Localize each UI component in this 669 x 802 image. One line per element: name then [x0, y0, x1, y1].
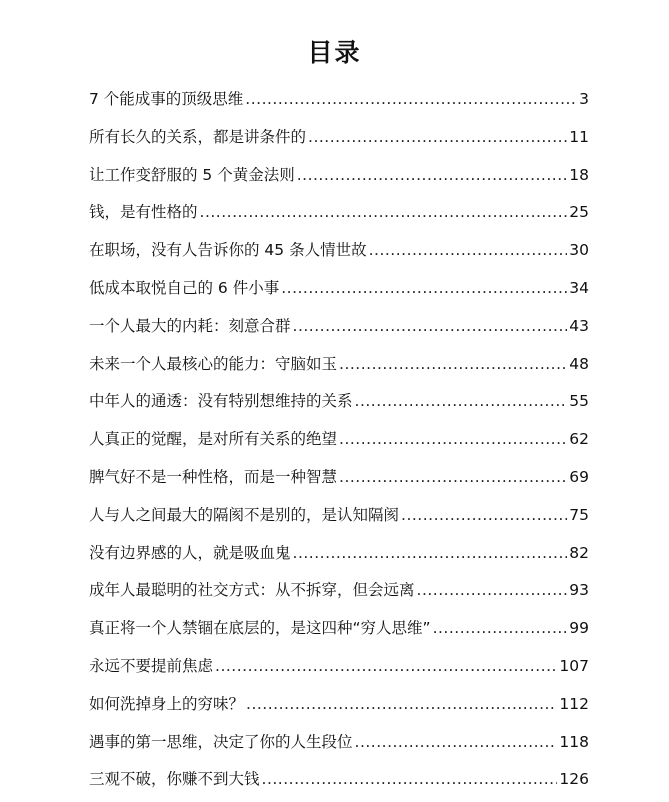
- dot-leader: [297, 160, 568, 190]
- toc-entry-page: 34: [569, 278, 589, 297]
- toc-entry-title: 低成本取悦自己的 6 件小事: [89, 278, 280, 297]
- dot-leader: [417, 575, 568, 605]
- dot-leader: [369, 235, 568, 265]
- toc-entry[interactable]: [89, 160, 589, 198]
- toc-entry-page: 75: [569, 505, 589, 524]
- toc-entry[interactable]: [89, 575, 589, 613]
- toc-entry-title: 真正将一个人禁锢在底层的，是这四种“穷人思维”: [89, 619, 431, 638]
- toc-entry-title: 人与人之间最大的隔阂不是别的，是认知隔阂: [89, 505, 400, 524]
- dot-leader: [433, 613, 568, 643]
- toc-entry[interactable]: [89, 651, 589, 689]
- toc-entry[interactable]: [89, 727, 589, 765]
- toc-entry-title: 让工作变舒服的 5 个黄金法则: [89, 165, 295, 184]
- dot-leader: [246, 689, 557, 719]
- dot-leader: [339, 462, 567, 492]
- toc-entry[interactable]: [89, 689, 589, 727]
- toc-entry-page: 126: [559, 770, 589, 789]
- toc-entry-page: 99: [569, 619, 589, 638]
- toc-entry-page: 112: [559, 694, 589, 713]
- toc-entry[interactable]: [89, 235, 589, 273]
- table-of-contents: [89, 84, 589, 802]
- toc-entry[interactable]: [89, 386, 589, 424]
- dot-leader: [355, 727, 558, 757]
- toc-entry-page: 93: [569, 581, 589, 600]
- toc-entry-title: 三观不破，你赚不到大钱: [89, 770, 260, 789]
- dot-leader: [308, 122, 567, 152]
- toc-entry-page: 82: [569, 543, 589, 562]
- toc-entry-page: 18: [569, 165, 589, 184]
- toc-entry-page: 55: [569, 392, 589, 411]
- toc-entry-title: 中年人的通透：没有特别想维持的关系: [89, 392, 353, 411]
- toc-entry-title: 人真正的觉醒，是对所有关系的绝望: [89, 430, 338, 449]
- dot-leader: [401, 500, 567, 530]
- dot-leader: [281, 273, 567, 303]
- toc-entry[interactable]: [89, 764, 589, 802]
- toc-entry[interactable]: [89, 500, 589, 538]
- toc-entry[interactable]: [89, 122, 589, 160]
- dot-leader: [262, 764, 558, 794]
- toc-entry-title: 永远不要提前焦虑: [89, 656, 214, 675]
- toc-entry-page: 48: [569, 354, 589, 373]
- toc-entry-title: 如何洗掉身上的穷味？: [89, 694, 245, 713]
- page-title: 目录: [307, 37, 362, 67]
- dot-leader: [215, 651, 557, 681]
- toc-entry-page: 11: [569, 127, 589, 146]
- toc-entry[interactable]: [89, 538, 589, 576]
- toc-entry-page: 25: [569, 203, 589, 222]
- toc-entry[interactable]: [89, 197, 589, 235]
- toc-entry[interactable]: [89, 311, 589, 349]
- dot-leader: [200, 197, 568, 227]
- toc-entry-title: 所有长久的关系，都是讲条件的: [89, 127, 307, 146]
- toc-entry[interactable]: [89, 273, 589, 311]
- toc-entry[interactable]: [89, 462, 589, 500]
- dot-leader: [355, 386, 568, 416]
- dot-leader: [293, 538, 568, 568]
- toc-entry[interactable]: [89, 349, 589, 387]
- toc-entry-title: 在职场，没有人告诉你的 45 条人情世故: [89, 241, 367, 260]
- toc-entry-title: 脾气好不是一种性格，而是一种智慧: [89, 467, 338, 486]
- toc-entry-page: 62: [569, 430, 589, 449]
- toc-entry-page: 69: [569, 467, 589, 486]
- toc-entry-page: 3: [579, 90, 589, 108]
- toc-entry-title: 成年人最聪明的社交方式：从不拆穿，但会远离: [89, 581, 415, 600]
- dot-leader: [339, 424, 567, 454]
- toc-entry-title: 钱，是有性格的: [89, 203, 198, 222]
- toc-entry-title: 没有边界感的人，就是吸血鬼: [89, 543, 291, 562]
- toc-entry-page: 30: [569, 241, 589, 260]
- toc-entry-title: 7 个能成事的顶级思维: [89, 90, 244, 108]
- toc-entry-title: 遇事的第一思维，决定了你的人生段位: [89, 732, 353, 751]
- dot-leader: [293, 311, 568, 341]
- toc-entry-title: 未来一个人最核心的能力：守脑如玉: [89, 354, 338, 373]
- toc-entry-page: 118: [559, 732, 589, 751]
- toc-entry-title: 一个人最大的内耗：刻意合群: [89, 316, 291, 335]
- toc-entry-page: 43: [569, 316, 589, 335]
- toc-entry-page: 107: [559, 656, 589, 675]
- dot-leader: [339, 349, 567, 379]
- toc-entry[interactable]: [89, 424, 589, 462]
- toc-entry[interactable]: [89, 84, 589, 122]
- toc-entry[interactable]: [89, 613, 589, 651]
- dot-leader: [245, 84, 577, 114]
